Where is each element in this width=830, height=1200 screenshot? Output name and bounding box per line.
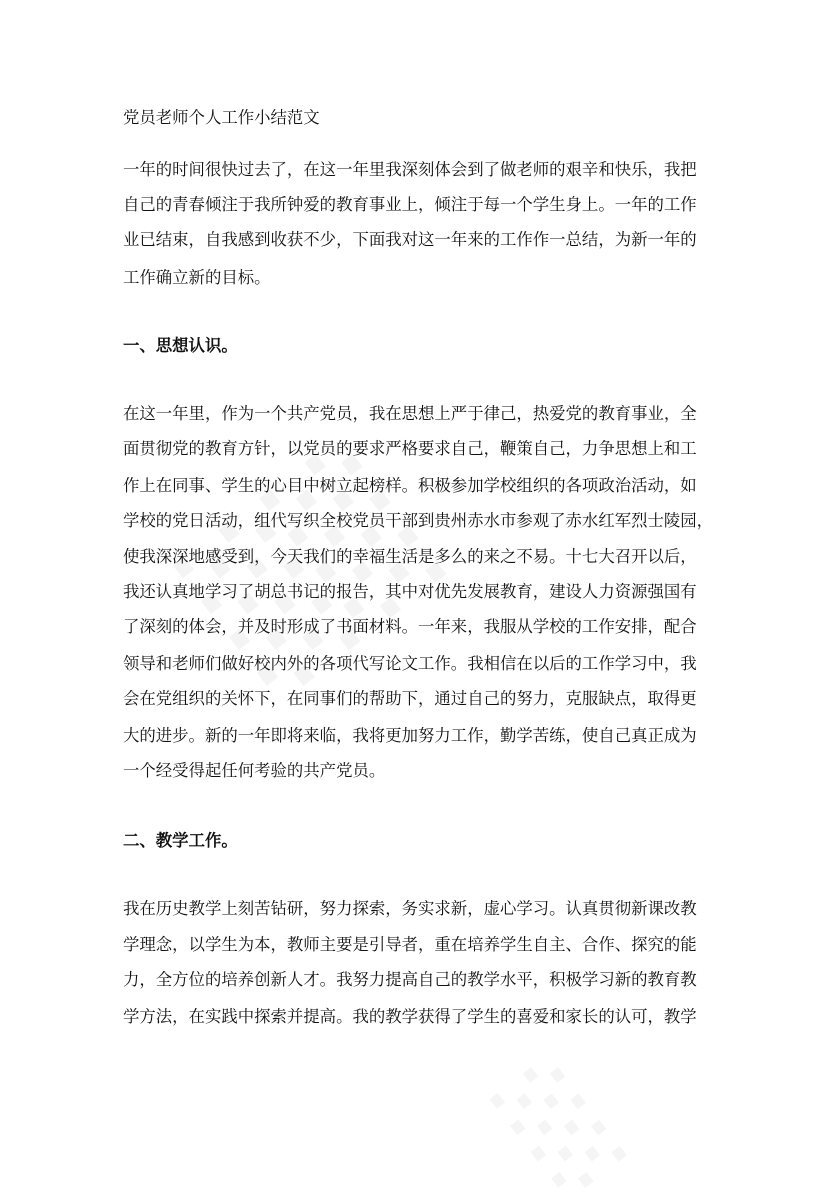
paragraph-line: 领导和老师们做好校内外的各项代写论文工作。我相信在以后的工作学习中，我: [123, 654, 697, 673]
paragraph-line: 作上在同事、学生的心目中树立起榜样。积极参加学校组织的各项政治活动，如: [123, 476, 697, 495]
paragraph-line: 一个经受得起任何考验的共产党员。: [123, 761, 386, 780]
paragraph-line: 大的进步。新的一年即将来临，我将更加努力工作，勤学苦练，使自己真正成为: [123, 726, 697, 745]
paragraph-line: 学校的党日活动，组代写织全校党员干部到贵州赤水市参观了赤水红军烈士陵园，: [123, 511, 714, 530]
paragraph-line: 会在党组织的关怀下，在同事们的帮助下，通过自己的努力，克服缺点，取得更: [123, 689, 697, 708]
paragraph-line: 学理念，以学生为本，教师主要是引导者，重在培养学生自主、合作、探究的能: [123, 935, 697, 954]
document-title: 党员老师个人工作小结范文: [123, 108, 320, 127]
section-heading: 一、思想认识。: [123, 336, 238, 355]
paragraph-line: 学方法，在实践中探索并提高。我的教学获得了学生的喜爱和家长的认可，教学: [123, 1007, 697, 1026]
paragraph-line: 在这一年里，作为一个共产党员，我在思想上严于律己，热爱党的教育事业，全: [123, 404, 697, 423]
paragraph-line: 使我深深地感受到，今天我们的幸福生活是多么的来之不易。十七大召开以后，: [123, 547, 697, 566]
paragraph-line: 一年的时间很快过去了，在这一年里我深刻体会到了做老师的艰辛和快乐，我把: [123, 160, 697, 179]
paragraph-line: 业已结束，自我感到收获不少，下面我对这一年来的工作作一总结，为新一年的: [123, 230, 697, 249]
paragraph-line: 工作确立新的目标。: [123, 268, 271, 287]
paragraph-line: 力，全方位的培养创新人才。我努力提高自己的教学水平，积极学习新的教育教: [123, 970, 697, 989]
paragraph-line: 了深刻的体会，并及时形成了书面材料。一年来，我服从学校的工作安排，配合: [123, 617, 697, 636]
paragraph-line: 我在历史教学上刻苦钻研，努力探索，务实求新，虚心学习。认真贯彻新课改教: [123, 899, 697, 918]
paragraph-line: 面贯彻党的教育方针，以党员的要求严格要求自己，鞭策自己，力争思想上和工: [123, 439, 697, 458]
paragraph-line: 我还认真地学习了胡总书记的报告，其中对优先发展教育，建设人力资源强国有: [123, 582, 697, 601]
section-heading: 二、教学工作。: [123, 831, 238, 850]
paragraph-line: 自己的青春倾注于我所钟爱的教育事业上，倾注于每一个学生身上。一年的工作: [123, 195, 697, 214]
watermark-bottom: [490, 1048, 635, 1200]
